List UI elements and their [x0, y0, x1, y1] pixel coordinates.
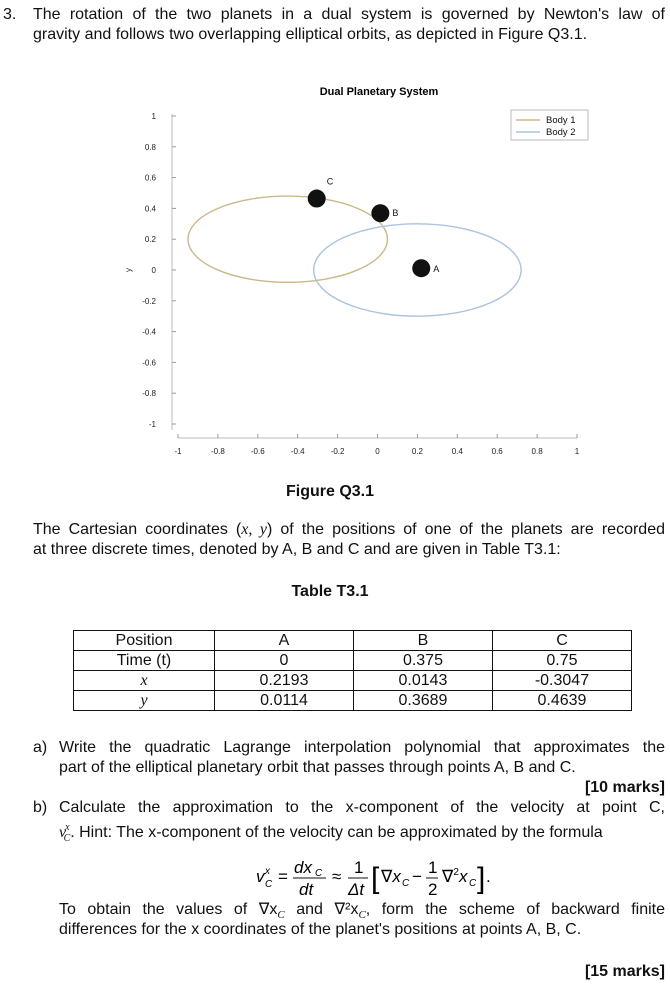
chart-title: Dual Planetary System	[319, 86, 439, 98]
formula-approx: ≈	[332, 867, 342, 886]
part-a-marks: [10 marks]	[584, 779, 665, 796]
x-tick-label: 0.2	[411, 447, 423, 456]
y-tick-label: -0.6	[142, 358, 156, 368]
figure-caption: Figure Q3.1	[285, 483, 375, 500]
point-label-a: A	[433, 264, 440, 275]
table-cell: 0.75	[492, 651, 631, 671]
table-cell: 0.2193	[215, 671, 354, 691]
para1-line-1	[33, 520, 665, 540]
table-cell: -0.3047	[492, 671, 631, 691]
formula-svg	[250, 854, 550, 900]
table-cell: 0.0114	[215, 691, 354, 711]
formula-lhs: v	[256, 867, 265, 886]
chart-axes	[124, 112, 580, 456]
question-line-1: The rotation of the two planets in a dual system is governed by Newton's law of	[33, 6, 665, 23]
table-row	[74, 651, 632, 671]
point-b	[371, 204, 389, 222]
para1-line-2: at three discrete times, denoted by A, B and C and are given in Table T3.1:	[33, 541, 561, 558]
x-tick-label: -1	[174, 447, 182, 456]
left-bracket: [	[371, 862, 380, 895]
formula-nabla-x-sub: C	[402, 878, 410, 889]
table-row	[74, 671, 632, 691]
formula-dx-sub: C	[315, 868, 323, 879]
data-table	[73, 630, 632, 711]
chart-legend	[511, 110, 588, 140]
x-tick-label: 1	[574, 447, 580, 456]
xy-math: x, y	[241, 521, 268, 538]
formula-nabla-x: ∇x	[381, 867, 401, 886]
formula-delta-t: Δt	[348, 880, 365, 899]
point-label-b: B	[392, 208, 399, 219]
y-tick-label: -0.8	[142, 389, 156, 399]
orbit-body-1	[188, 196, 388, 282]
table-header-row	[74, 631, 632, 651]
part-b-line-2	[59, 818, 665, 849]
formula-dt: dt	[299, 880, 314, 899]
part-a-line-1: Write the quadratic Lagrange interpolation polynomial that approximates the	[59, 739, 665, 756]
para1-line-1-text: The Cartesian coordinates (x, y) of the positions of one of the planets are recorded	[33, 521, 665, 538]
x-tick-label: 0.4	[451, 447, 463, 456]
table-header-cell: B	[353, 631, 492, 651]
part-b-para2-text-a: To obtain the values of ∇x	[59, 901, 278, 918]
point-c	[308, 190, 326, 208]
y-tick-label: 0.8	[144, 142, 156, 152]
table-header-cell: A	[215, 631, 354, 651]
part-b-para2-line-1: To obtain the values of $\nabla x_C$ and $\nabla^2x_C$, form the scheme of backward finite	[59, 901, 665, 922]
part-b-para2-line-2: differences for the x coordinates of the planet's positions at points A, B, C.	[59, 921, 582, 938]
right-bracket: ]	[477, 862, 486, 895]
table-cell: 0.4639	[492, 691, 631, 711]
velocity-formula	[250, 854, 550, 900]
y-tick-label: 0.4	[144, 204, 156, 214]
formula-dx: dx	[294, 858, 312, 877]
part-b-label: b)	[33, 799, 48, 816]
legend-label: Body 2	[546, 127, 576, 138]
question-line-2: gravity and follows two overlapping elliptical orbits, as depicted in Figure Q3.1.	[33, 26, 588, 43]
formula-half-num: 1	[428, 858, 438, 877]
question-number: 3.	[3, 6, 17, 23]
x-tick-label: -0.6	[250, 447, 265, 456]
x-tick-label: -0.4	[290, 447, 305, 456]
part-b-marks: [15 marks]	[584, 963, 665, 980]
point-label-c: C	[326, 176, 334, 187]
part-a-label: a)	[33, 739, 48, 756]
part-b-para2-text-c: , form the scheme of backward finite	[365, 901, 665, 918]
formula-lhs-sup: x	[265, 866, 270, 877]
formula-half-den: 2	[428, 880, 438, 899]
part-a-line-2: part of the elliptical planetary orbit that passes through points A, B and C.	[59, 759, 576, 776]
table-cell: 0.0143	[353, 671, 492, 691]
table-caption: Table T3.1	[291, 583, 369, 600]
table-cell: 0	[215, 651, 354, 671]
table-cell: y	[74, 691, 215, 711]
part-b-line-1: Calculate the approximation to the x-component of the velocity at point C,	[59, 799, 665, 816]
table-cell: Time (t)	[74, 651, 215, 671]
y-tick-label: 0	[151, 266, 156, 275]
y-axis-label: y	[124, 268, 133, 272]
x-tick-label: 0.6	[491, 447, 503, 456]
y-tick-label: 1	[151, 112, 156, 121]
point-a	[412, 259, 430, 277]
y-tick-label: 0.2	[144, 235, 156, 245]
table-cell: x	[74, 671, 215, 691]
dual-planetary-chart	[0, 78, 670, 548]
part-b-para2-text-b: and ∇²x	[284, 901, 359, 918]
table-header-cell: Position	[74, 631, 215, 651]
x-tick-label: 0	[375, 447, 380, 456]
formula-minus: −	[412, 867, 422, 886]
table-cell: 0.375	[353, 651, 492, 671]
formula-equals: =	[278, 867, 288, 886]
chart-series	[188, 196, 521, 316]
formula-period: .	[486, 867, 491, 886]
x-tick-label: -0.8	[211, 447, 225, 456]
y-tick-label: -0.4	[142, 327, 156, 337]
table-header-cell: C	[492, 631, 631, 651]
table-row	[74, 691, 632, 711]
legend-label: Body 1	[546, 115, 576, 126]
y-tick-label: 0.6	[144, 173, 156, 183]
formula-nabla2-x: ∇$^2$x	[442, 867, 468, 886]
chart-points	[308, 177, 440, 278]
formula-nabla2-x-sub: C	[469, 878, 477, 889]
x-tick-label: 0.8	[531, 447, 543, 456]
y-tick-label: -1	[148, 420, 156, 429]
formula-one: 1	[354, 858, 364, 877]
y-tick-label: -0.2	[142, 296, 156, 306]
table-cell: 0.3689	[353, 691, 492, 711]
formula-lhs-sub: C	[265, 879, 273, 890]
part-b-line-2-text: . Hint: The x-component of the velocity can be approximated by the formula	[70, 824, 603, 841]
vcx-symbol: $v^x_C$	[59, 822, 71, 845]
x-tick-label: -0.2	[330, 447, 345, 456]
